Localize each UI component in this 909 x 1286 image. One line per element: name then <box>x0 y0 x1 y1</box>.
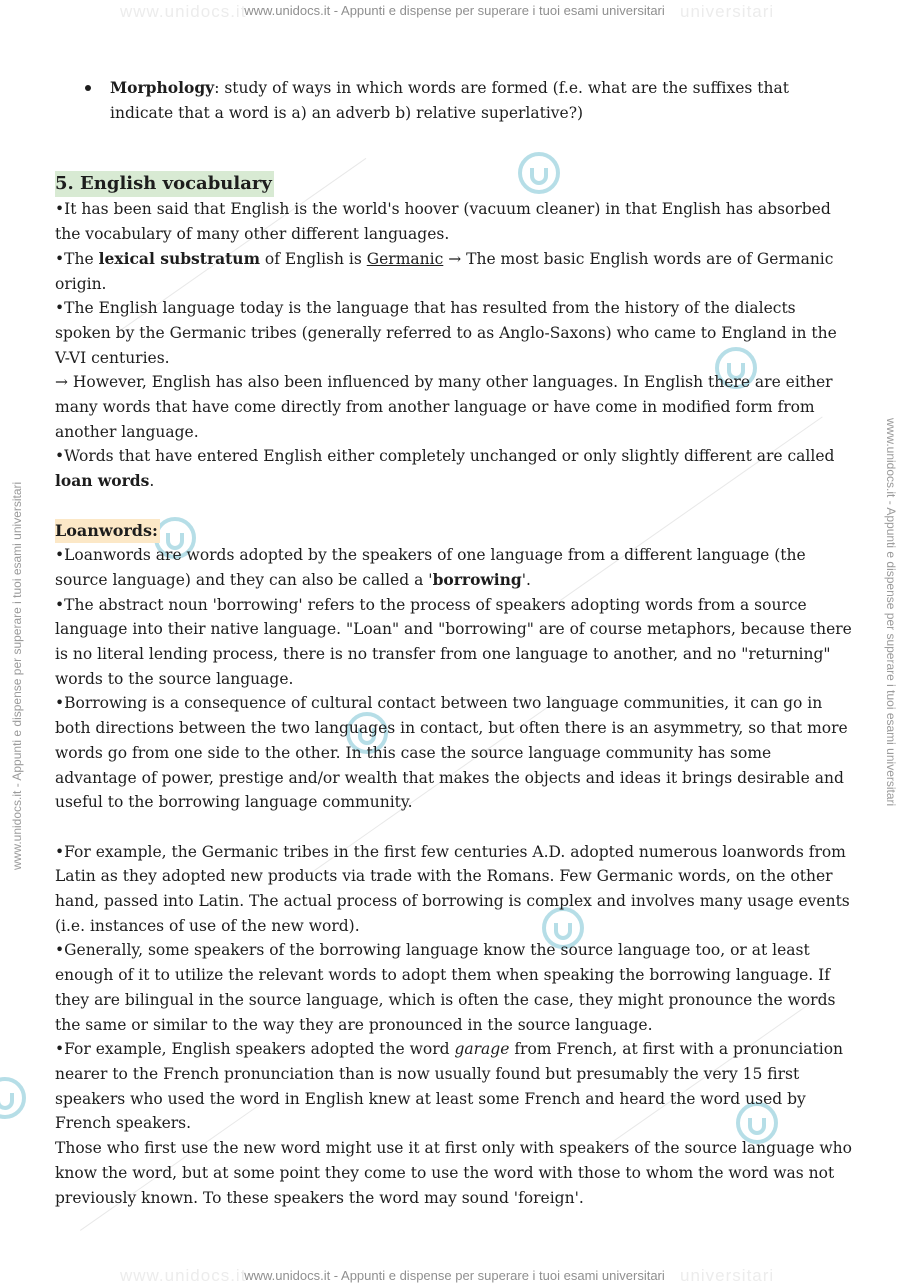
paragraph-lexical-substratum: •The lexical substratum of English is Germanic → The most basic English words are of Germanic origin. <box>55 248 834 293</box>
bullet-icon <box>85 85 91 91</box>
document-body <box>55 76 855 1210</box>
paragraph-garage-example: •For example, English speakers adopted the word garage from French, at first with a pronunciation nearer to the French pronunciation than is now usually found but presumably the very 15 first speakers who used the word in English knew at least some French and heard the word used by French speakers. <box>55 1040 844 1133</box>
watermark-side-left: www.unidocs.it - Appunti e dispense per superare i tuoi esami universitari <box>10 481 24 870</box>
unidocs-logo-icon <box>0 1075 28 1121</box>
watermark-side-right: www.unidocs.it - Appunti e dispense per superare i tuoi esami universitari <box>884 418 898 807</box>
watermark-ghost-top: www.unidocs.it <box>120 2 247 21</box>
term-borrowing: borrowing <box>432 569 522 589</box>
term-germanic: Germanic <box>366 249 444 268</box>
watermark-ghost-bottom: www.unidocs.it <box>120 1266 247 1285</box>
term-morphology: Morphology <box>110 78 215 97</box>
paragraph-foreign: Those who first use the new word might use it at first only with speakers of the source language who know the word, but at some point they come to use the word with those to whom the word was not previously known. To these speakers the word may sound 'foreign'. <box>55 1139 852 1207</box>
paragraph-hoover: •It has been said that English is the world's hoover (vacuum cleaner) in that English has absorbed the vocabulary of many other different languages. <box>55 200 831 244</box>
paragraph-influences: → However, English has also been influenced by many other languages. In English there are either many words that have come directly from another language or have come in modified form from another language. <box>55 373 833 441</box>
morphology-list <box>55 76 855 125</box>
paragraph-loanwords-definition: •Loanwords are words adopted by the speakers of one language from a different language (the source language) and they can also be called a 'borrowing'. <box>55 546 806 589</box>
paragraph-bilingual: •Generally, some speakers of the borrowing language know the source language too, or at least enough of it to utilize the relevant words to adopt them when speaking the borrowing language. If they are bilingual in the source language, which is often the case, they might pronounce the words the same or similar to the way they are pronounced in the source language. <box>55 941 836 1034</box>
section-heading-loanwords: Loanwords: <box>55 519 160 544</box>
term-lexical-substratum: lexical substratum <box>98 248 260 268</box>
paragraph-borrowing-metaphor: •The abstract noun 'borrowing' refers to the process of speakers adopting words from a source language into their native language. "Loan" and "borrowing" are of course metaphors, because there is no literal lending process, there is no transfer from one language to another, and no "returning" words to the source language. <box>55 595 852 688</box>
watermark-ghost-bottom-right: universitari <box>680 1266 775 1285</box>
paragraph-anglo-saxons: •The English language today is the language that has resulted from the history of the dialects spoken by the Germanic tribes (generally referred to as Anglo-Saxons) who came to England in the V-VI centuries. <box>55 299 837 367</box>
paragraph-germanic-latin: •For example, the Germanic tribes in the first few centuries A.D. adopted numerous loanwords from Latin as they adopted new products via trade with the Romans. Few Germanic words, on the other hand, passed into Latin. The actual process of borrowing is complex and involves many usage events (i.e. instances of use of the new word). <box>55 842 850 935</box>
term-loan-words: loan words <box>55 471 150 491</box>
watermark-ghost-top-right: universitari <box>680 2 775 21</box>
paragraph-cultural-contact: •Borrowing is a consequence of cultural contact between two language communities, it can go in both directions between the two languages in contact, but often there is an asymmetry, so that more words go from one side to the other. In this case the source language community has some advantage of power, prestige and/or wealth that makes the objects and ideas it brings desirable and useful to the borrowing language community. <box>55 694 848 812</box>
term-garage: garage <box>454 1040 510 1059</box>
paragraph-loan-words-definition: •Words that have entered English either completely unchanged or only slightly different are called loan words. <box>55 447 835 491</box>
watermark-footer: www.unidocs.it - Appunti e dispense per superare i tuoi esami universitari <box>244 1268 665 1283</box>
morphology-definition: : study of ways in which words are formed (f.e. what are the suffixes that indicate that a word is a) an adverb b) relative superlative?) <box>110 79 789 122</box>
section-heading-english-vocabulary: 5. English vocabulary <box>55 171 274 197</box>
watermark-header: www.unidocs.it - Appunti e dispense per superare i tuoi esami universitari <box>244 3 665 18</box>
list-item-morphology <box>55 76 855 125</box>
